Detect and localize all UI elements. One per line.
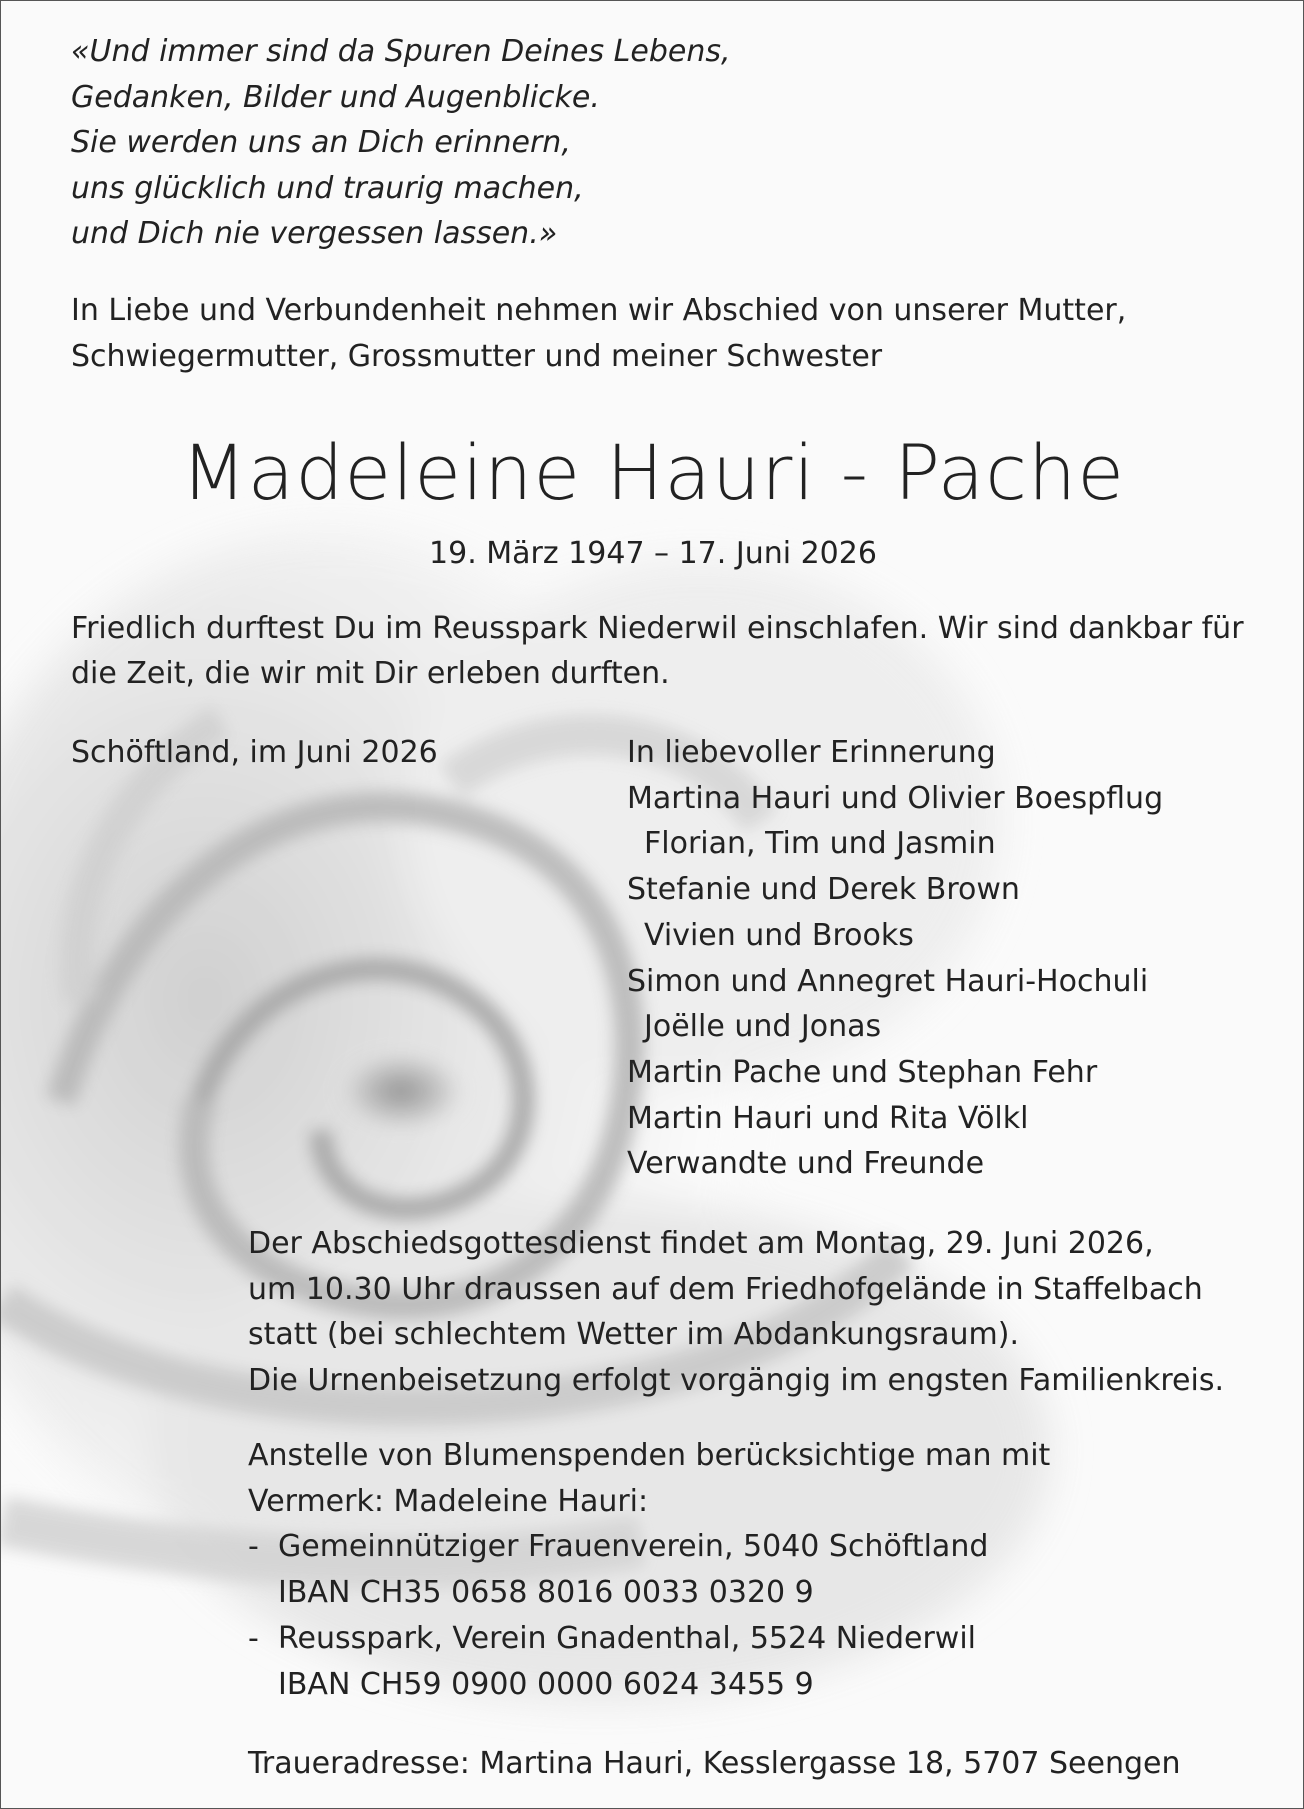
mourners-list xyxy=(627,730,1163,1187)
mourner-line: Martin Hauri und Rita Völkl xyxy=(627,1100,1029,1136)
donation-info xyxy=(248,1433,1050,1707)
recipient-name: Gemeinnütziger Frauenverein, 5040 Schöftland xyxy=(278,1529,989,1565)
life-dates: 19. März 1947 – 17. Juni 2026 xyxy=(429,536,877,571)
mourner-line: Stefanie und Derek Brown xyxy=(627,872,1020,908)
service-info xyxy=(248,1221,1224,1404)
intro-line: Schwiegermutter, Grossmutter und meiner Schwester xyxy=(71,339,883,374)
intro-text xyxy=(71,288,1126,380)
recipient-iban: IBAN CH35 0658 8016 0033 0320 9 xyxy=(278,1575,814,1611)
poem-line: Sie werden uns an Dich erinnern, xyxy=(71,125,571,160)
donation-recipient xyxy=(248,1616,1050,1662)
recipient-iban: IBAN CH59 0900 0000 6024 3455 9 xyxy=(278,1666,814,1702)
service-line: Die Urnenbeisetzung erfolgt vorgängig im engsten Familienkreis. xyxy=(248,1363,1225,1399)
farewell-line: die Zeit, die wir mit Dir erleben durften. xyxy=(71,656,670,691)
farewell-line: Friedlich durftest Du im Reusspark Niederwil einschlafen. Wir sind dankbar für xyxy=(71,611,1244,646)
notice-content xyxy=(1,1,1304,1809)
mourning-address: Traueradresse: Martina Hauri, Kesslergasse 18, 5707 Seengen xyxy=(248,1746,1181,1781)
intro-line: In Liebe und Verbundenheit nehmen wir Abschied von unserer Mutter, xyxy=(71,293,1127,328)
recipient-name: Reusspark, Verein Gnadenthal, 5524 Niederwil xyxy=(278,1620,976,1656)
poem-line: «Und immer sind da Spuren Deines Lebens, xyxy=(71,34,731,69)
donation-intro-line: Vermerk: Madeleine Hauri: xyxy=(248,1483,649,1519)
mourner-line: Simon und Annegret Hauri-Hochuli xyxy=(627,963,1149,999)
donation-recipient xyxy=(248,1524,1050,1570)
mourner-line: Joëlle und Jonas xyxy=(644,1009,882,1045)
mourner-line: Martin Pache und Stephan Fehr xyxy=(627,1054,1098,1090)
poem-line: Gedanken, Bilder und Augenblicke. xyxy=(71,79,600,115)
service-line: statt (bei schlechtem Wetter im Abdankungsraum). xyxy=(248,1317,1019,1353)
mourner-line: Verwandte und Freunde xyxy=(627,1146,985,1182)
service-line: um 10.30 Uhr draussen auf dem Friedhofgelände in Staffelbach xyxy=(248,1271,1203,1307)
donation-intro-line: Anstelle von Blumenspenden berücksichtige man mit xyxy=(248,1438,1051,1473)
place-date: Schöftland, im Juni 2026 xyxy=(71,735,438,770)
service-line: Der Abschiedsgottesdienst findet am Montag, 29. Juni 2026, xyxy=(248,1226,1154,1261)
farewell-text xyxy=(71,606,1244,696)
poem-line: und Dich nie vergessen lassen.» xyxy=(71,216,558,251)
list-dash: - xyxy=(248,1529,259,1565)
deceased-name: Madeleine Hauri - Pache xyxy=(181,428,1125,517)
mourner-line: Martina Hauri und Olivier Boespflug xyxy=(627,780,1164,816)
poem-line: uns glücklich und traurig machen, xyxy=(71,170,584,206)
mourner-line: Florian, Tim und Jasmin xyxy=(644,826,996,862)
mourner-line: Vivien und Brooks xyxy=(644,917,914,953)
mourners-heading: In liebevoller Erinnerung xyxy=(627,735,996,770)
list-dash: - xyxy=(248,1620,259,1656)
poem xyxy=(71,29,731,257)
